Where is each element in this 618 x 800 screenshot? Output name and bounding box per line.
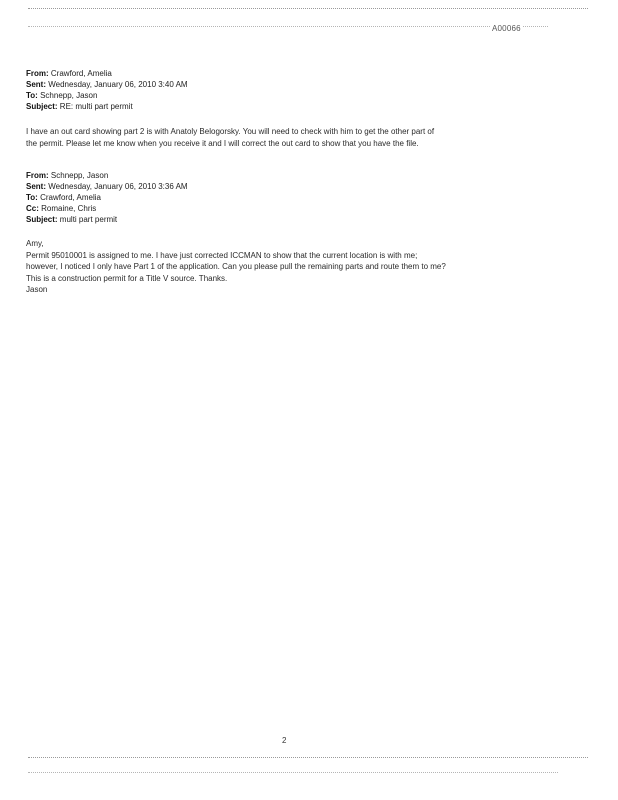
reply-sent-line [26,79,188,90]
body-line: Jason [26,285,48,294]
sent-value: Wednesday, January 06, 2010 3:40 AM [48,80,188,89]
body-line: This is a construction permit for a Title V source. Thanks. [26,273,228,283]
original-email-header [26,170,188,225]
cc-label: Cc: [26,204,39,213]
cc-value: Romaine, Chris [41,204,97,213]
scan-artifact-top [28,8,588,9]
original-from-line [26,170,188,181]
subject-value: multi part permit [59,215,118,224]
subject-label: Subject: [26,102,58,111]
to-label: To: [26,193,38,202]
sent-label: Sent: [26,80,46,89]
original-cc-line [26,203,188,214]
scan-artifact-top-secondary [28,26,548,27]
reply-from-line [26,68,188,79]
from-value: Schnepp, Jason [50,171,109,180]
bates-number: A00066 [492,24,521,33]
original-email-body [26,238,566,296]
to-value: Crawford, Amelia [40,193,101,202]
to-value: Schnepp, Jason [40,91,98,100]
body-line: I have an out card showing part 2 is with Anatoly Belogorsky. You will need to check with him to get the other part of [26,127,435,136]
from-label: From: [26,171,49,180]
original-to-line [26,192,188,203]
from-value: Crawford, Amelia [50,69,112,78]
reply-email-header [26,68,188,112]
original-subject-line [26,214,188,225]
scan-artifact-bottom [28,757,588,758]
body-line: however, I noticed I only have Part 1 of the application. Can you please pull the remaining parts and route them to me? [26,262,446,271]
reply-to-line [26,90,188,101]
subject-value: RE: multi part permit [59,102,133,111]
body-line: the permit. Please let me know when you receive it and I will correct the out card to show that you have the file. [26,138,419,148]
body-line: Amy, [26,239,44,248]
reply-subject-line [26,101,188,112]
sent-value: Wednesday, January 06, 2010 3:36 AM [48,182,188,191]
page-number: 2 [282,736,287,745]
reply-email-body [26,126,566,149]
body-line: Permit 95010001 is assigned to me. I have just corrected ICCMAN to show that the current location is with me; [26,250,418,260]
from-label: From: [26,69,49,78]
to-label: To: [26,91,38,100]
sent-label: Sent: [26,182,46,191]
original-sent-line [26,181,188,192]
scan-artifact-bottom-secondary [28,772,558,773]
subject-label: Subject: [26,215,58,224]
